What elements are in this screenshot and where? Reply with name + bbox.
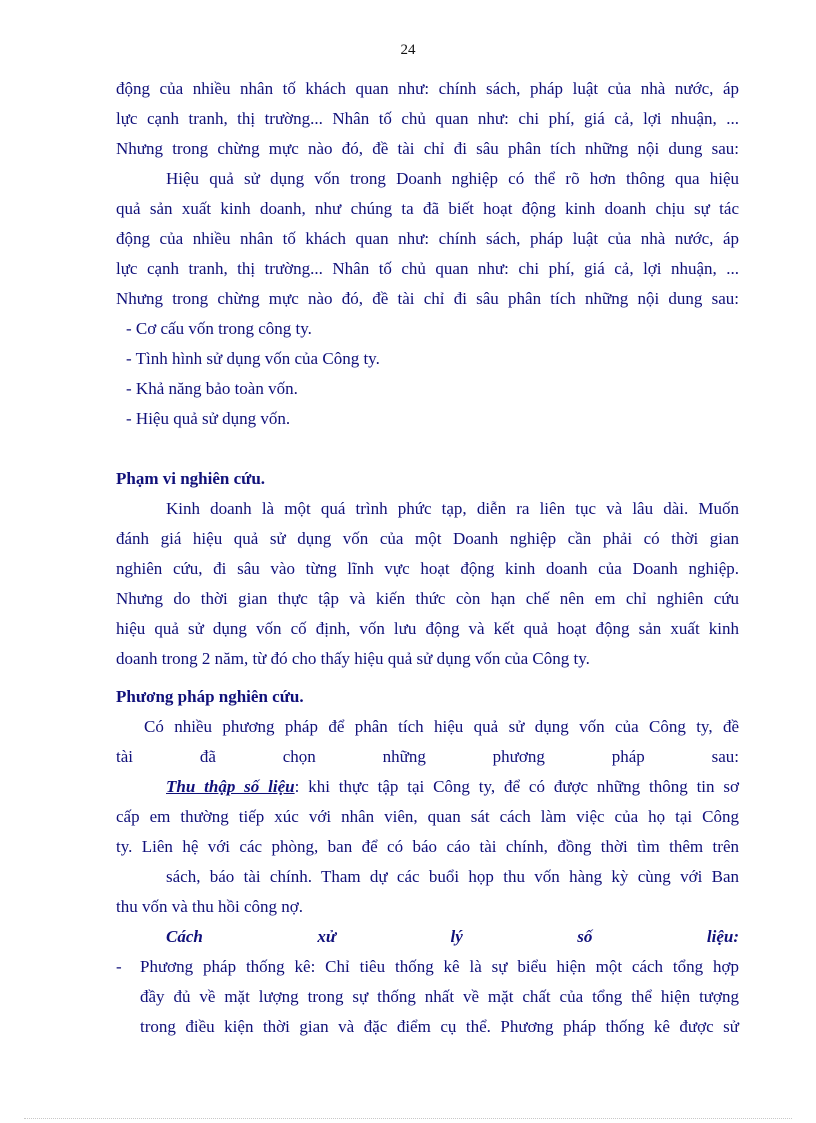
collect-label: Thu thập số liệu — [166, 777, 295, 796]
text-line: nghiên cứu, đi sâu vào từng lĩnh vực hoạt động kinh doanh của Doanh nghiệp. — [116, 559, 739, 578]
text-line: Nhưng trong chừng mực nào đó, đề tài chỉ đi sâu phân tích những nội dung sau: — [116, 139, 739, 158]
text-line — [116, 772, 739, 802]
list-item: - Tình hình sử dụng vốn của Công ty. — [126, 349, 380, 368]
method-heading: Phương pháp nghiên cứu. — [116, 687, 304, 706]
list-dash: - — [116, 957, 122, 976]
text-line: đánh giá hiệu quả sử dụng vốn của một Doanh nghiệp cần phải có thời gian — [116, 529, 739, 548]
text-line: trong điều kiện thời gian và đặc điểm cụ thể. Phương pháp thống kê được sử — [140, 1017, 739, 1036]
data-collection-paragraph — [116, 772, 739, 922]
text-line: Có nhiều phương pháp để phân tích hiệu quả sử dụng vốn của Công ty, đề — [144, 717, 739, 736]
text-line: động của nhiều nhân tố khách quan như: chính sách, pháp luật của nhà nước, áp — [116, 229, 739, 248]
statistics-method-item — [116, 952, 739, 1042]
text-line: sách, báo tài chính. Tham dự các buổi họp thu vốn hàng kỳ cùng với Ban — [166, 867, 739, 886]
text-line: Nhưng do thời gian thực tập và kiến thức còn hạn chế nên em chỉ nghiên cứu — [116, 589, 739, 608]
text-line: cấp em thường tiếp xúc với nhân viên, quan sát cách làm việc của họ tại Công — [116, 807, 739, 826]
text-line: lực cạnh tranh, thị trường... Nhân tố chủ quan như: chi phí, giá cả, lợi nhuận, ... — [116, 109, 739, 128]
text-line: Nhưng trong chừng mực nào đó, đề tài chỉ đi sâu phân tích những nội dung sau: — [116, 289, 739, 308]
text-line: thu vốn và thu hồi công nợ. — [116, 897, 303, 916]
scope-heading: Phạm vi nghiên cứu. — [116, 469, 266, 488]
text-line: doanh trong 2 năm, từ đó cho thấy hiệu quả sử dụng vốn của Công ty. — [116, 649, 590, 668]
page-number: 24 — [400, 42, 416, 58]
text-line: Hiệu quả sử dụng vốn trong Doanh nghiệp có thể rõ hơn thông qua hiệu — [166, 169, 739, 188]
list-item: - Cơ cấu vốn trong công ty. — [126, 319, 312, 338]
content-list — [116, 314, 739, 434]
text-line: đầy đủ về mặt lượng trong sự thống nhất về mặt chất của tổng thể hiện tượng — [140, 987, 739, 1006]
page-bottom-border — [24, 1118, 792, 1119]
text-line: quả sản xuất kinh doanh, như chúng ta đã biết hoạt động kinh doanh chịu sự tác — [116, 199, 739, 218]
method-paragraph — [116, 712, 739, 772]
list-item: - Hiệu quả sử dụng vốn. — [126, 409, 291, 428]
scope-paragraph — [116, 494, 739, 674]
collect-text: : khi thực tập tại Công ty, để có được những thông tin sơ — [294, 777, 739, 796]
text-line: Kinh doanh là một quá trình phức tạp, diễn ra liên tục và lâu dài. Muốn — [166, 499, 739, 518]
efficiency-paragraph — [116, 164, 739, 314]
document-body — [116, 74, 739, 1042]
text-line: động của nhiều nhân tố khách quan như: chính sách, pháp luật của nhà nước, áp — [116, 79, 739, 98]
data-processing-heading — [116, 922, 739, 952]
text-line: ty. Liên hệ với các phòng, ban để có báo cáo tài chính, đồng thời tìm thêm trên — [116, 837, 739, 856]
text-line: Phương pháp thống kê: Chỉ tiêu thống kê là sự biểu hiện một cách tổng hợp — [140, 957, 739, 976]
text-line: lực cạnh tranh, thị trường... Nhân tố chủ quan như: chi phí, giá cả, lợi nhuận, ... — [116, 259, 739, 278]
text-line: tài đã chọn những phương pháp sau: — [116, 747, 739, 766]
process-label: Cách xử lý số liệu: — [166, 927, 739, 946]
text-line: hiệu quả sử dụng vốn cố định, vốn lưu động và kết quả hoạt động sản xuất kinh — [116, 619, 739, 638]
list-item: - Khả năng bảo toàn vốn. — [126, 379, 298, 398]
intro-paragraph — [116, 74, 739, 164]
